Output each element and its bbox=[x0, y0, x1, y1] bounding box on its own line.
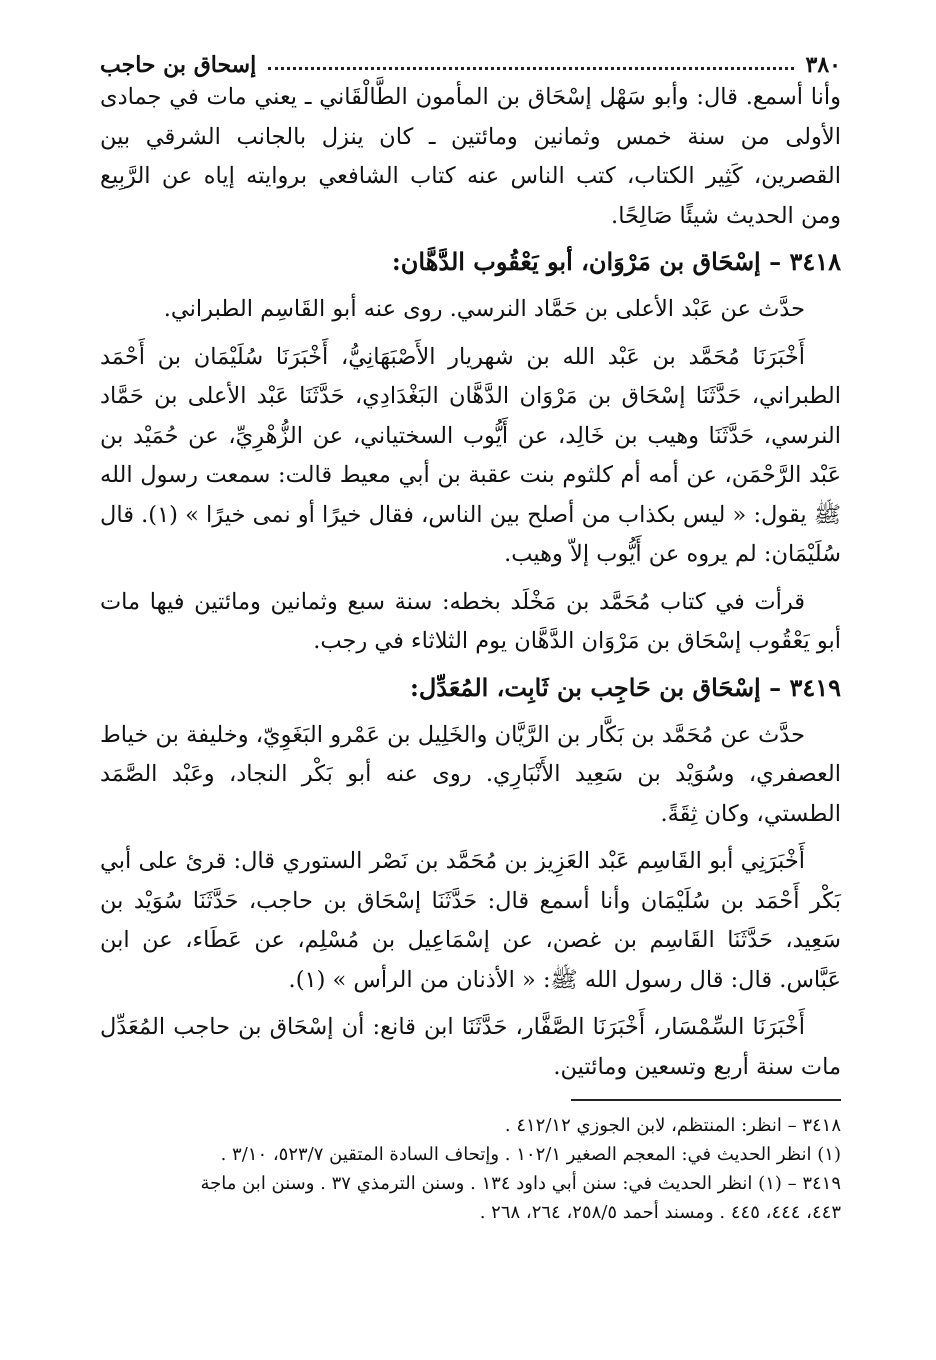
text-line: قرأت في كتاب مُحَمَّد بن مَخْلَد بخطه: سنة سبع وثمانين ومائتين فيها مات أبو bbox=[100, 588, 841, 654]
text-line: الأولى من سنة خمس وثمانين ومائتين ـ كان ينزل بالجانب الشرقي بين القصرين، bbox=[100, 123, 841, 189]
text-line: أَخْبَرَنَا السِّمْسَار، أَخْبَرَنَا الصَّفَّار، حَدَّثَنَا ابن قانع: أن إسْحَاق بن حاجب المُعَدِّل bbox=[100, 1014, 805, 1040]
text-line: الطبراني، حَدَّثَنَا إسْحَاق بن مَرْوَان الدَّهَّان البَغْدَادِي، حَدَّثَنَا عَبْد الأعلى بن حَمَّاد bbox=[100, 383, 841, 409]
text-line: قال: قال رسول الله ﷺ: « الأذنان من الرأس » (١). bbox=[288, 966, 773, 993]
entry-3419-paragraph-3 bbox=[100, 1008, 841, 1087]
text-line: يَعْقُوب إسْحَاق بن مَرْوَان الدَّهَّان يوم الثلاثاء في رجب. bbox=[313, 628, 810, 654]
text-line: سَعِيد، حَدَّثَنَا القَاسِم بن غصن، عن إسْمَاعِيل بن مُسْلِم، عن عَطَاء، عن ابن عَبَّاس. bbox=[100, 927, 841, 993]
footnote-line: ٣٤١٩ – (١) انظر الحديث في: سنن أبي داود ١٣٤ . وسنن الترمذي ٣٧ . وسنن ابن ماجة bbox=[200, 1173, 841, 1194]
footnote-line: ٣٤١٨ – انظر: المنتظم، لابن الجوزي ٤١٢/١٢ . bbox=[504, 1115, 841, 1136]
text-line: مات سنة أربع وتسعين ومائتين. bbox=[553, 1053, 841, 1080]
text-line: عَبْد الرَّحْمَن، عن أمه أم كلثوم بنت عقبة بن أبي معيط قالت: سمعت رسول الله ﷺ bbox=[100, 462, 841, 528]
entry-3418-paragraph-1 bbox=[100, 290, 841, 330]
entry-3419-paragraph-2 bbox=[100, 842, 841, 1000]
page-number: ٣٨٠ bbox=[805, 52, 841, 78]
entry-title-3418: ٣٤١٨ – إسْحَاق بن مَرْوَان، أبو يَعْقُوب الدَّهَّان: bbox=[391, 247, 841, 276]
text-line: شيئًا صَالِحًا. bbox=[611, 202, 719, 229]
running-title: إسحاق بن حاجب bbox=[100, 52, 257, 78]
entry-3419-paragraph-1 bbox=[100, 716, 841, 835]
footnote-line: (١) انظر الحديث في: المعجم الصغير ١٠٢/١ . وإتحاف السادة المتقين ٥٢٣/٧، ٣/١٠ . bbox=[220, 1144, 841, 1165]
footnote-line: ٤٤٣، ٤٤٤، ٤٤٥ . ومسند أحمد ٢٥٨/٥، ٢٦٤، ٢٦٨ . bbox=[479, 1202, 841, 1223]
main-text bbox=[100, 78, 841, 1087]
entry-title-3419: ٣٤١٩ – إسْحَاق بن حَاجِب بن ثَابِت، المُعَدِّل: bbox=[409, 672, 841, 702]
footnote-separator bbox=[571, 1099, 841, 1101]
running-header bbox=[100, 38, 841, 78]
header-dotted-leader bbox=[268, 67, 793, 70]
text-line: حدَّث عن مُحَمَّد بن بَكَّار بن الرَّيَّان والخَلِيل بن عَمْرو البَغَوِيّ، وخليفة بن خياط bbox=[100, 721, 805, 748]
text-line: النرسي، حَدَّثَنَا وهيب بن خَالِد، عن أَيُّوب السختياني، عن الزُّهْرِيِّ، عن حُمَيْد بن bbox=[100, 422, 841, 449]
text-line: كَثِير الكتاب، كتب الناس عنه كتاب الشافعي بروايته إياه عن الرَّبِيع ومن الحديث bbox=[100, 163, 841, 229]
text-line: أَخْبَرَنِي أبو القَاسِم عَبْد العَزِيز بن مُحَمَّد بن نَصْر الستوري قال: قرئ على أبي bbox=[100, 848, 805, 874]
text-line: أَخْبَرَنَا مُحَمَّد بن عَبْد الله بن شهريار الأَصْبَهَانِيُّ، أَخْبَرَنَا سُلَيْمَان بن أَحْمَد bbox=[100, 343, 805, 370]
entry-3418-paragraph-3 bbox=[100, 583, 841, 662]
text-line: بَكْر أَحْمَد بن سُلَيْمَان وأنا أسمع قال: حَدَّثَنَا إسْحَاق بن حاجب، حَدَّثَنَا سُوَيْد بن bbox=[100, 887, 841, 914]
text-line: سُلَيْمَان: لم يروه عن أَيُّوب إلاّ وهيب. bbox=[504, 541, 841, 567]
intro-paragraph bbox=[100, 78, 841, 236]
text-line: الطستي، وكان ثِقَةً. bbox=[660, 800, 841, 827]
text-line: العصفري، وسُوَيْد بن سَعِيد الأَنْبَارِي. روى عنه أبو بَكْر النجاد، وعَبْد الصَّمَد bbox=[100, 761, 841, 787]
entry-3418-paragraph-2 bbox=[100, 338, 841, 575]
text-line: حدَّث عن عَبْد الأعلى بن حَمَّاد النرسي. روى عنه أبو القَاسِم الطبراني. bbox=[163, 296, 805, 322]
footnotes bbox=[100, 1111, 841, 1227]
text-line: يقول: « ليس بكذاب من أصلح بين الناس، فقال خيرًا أو نمى خيرًا » (١). قال bbox=[100, 501, 807, 528]
text-line: وأنا أسمع. قال: وأبو سَهْل إسْحَاق بن المأمون الطَّالْقَاني ـ يعني مات في جمادى bbox=[100, 84, 841, 110]
